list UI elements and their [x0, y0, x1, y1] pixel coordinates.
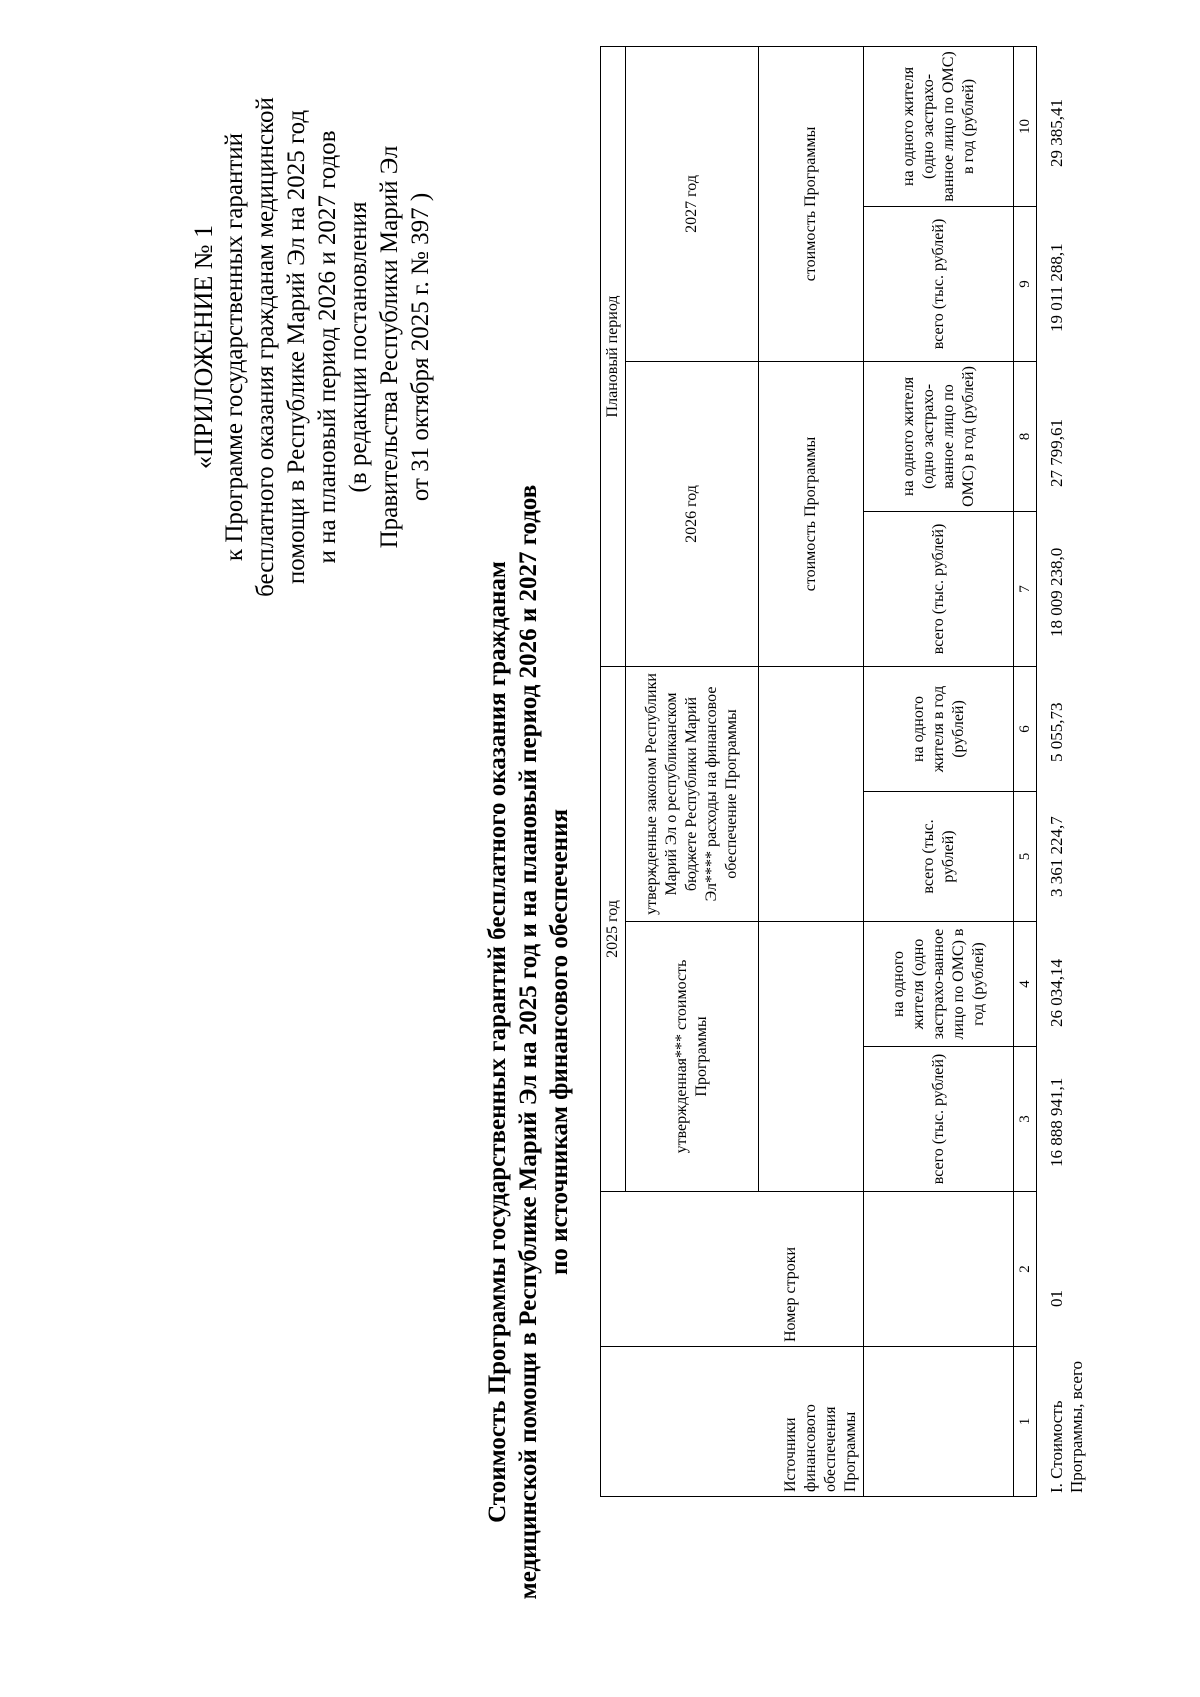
col-number: 7: [1014, 511, 1037, 666]
appendix-line: (в редакции постановления: [345, 201, 372, 493]
appendix-header: [188, 87, 436, 607]
appendix-line: помощи в Республике Марий Эл на 2025 год: [283, 109, 310, 585]
header-total-2027: всего (тыс. рублей): [864, 206, 1014, 361]
header-source-cont: [864, 1347, 1014, 1497]
row-value-5: 3 361 224,7: [1047, 816, 1066, 897]
title-line: Стоимость Программы государственных гарантий бесплатного оказания гражданам: [484, 561, 511, 1523]
col-number: 9: [1014, 206, 1037, 361]
header-2026: 2026 год: [626, 361, 759, 666]
col-number: 2: [1014, 1192, 1037, 1347]
header-planned-period: Плановый период: [601, 46, 626, 666]
col-number: 8: [1014, 361, 1037, 511]
header-program-cost-2026: стоимость Программы: [759, 361, 864, 666]
col-number: 1: [1014, 1347, 1037, 1497]
header-per-resident-2025: на одного жителя (одно застрахо-ванное лицо по ОМС) в год (рублей): [864, 922, 1014, 1047]
row-value-7: 18 009 238,0: [1047, 547, 1066, 637]
appendix-line: бесплатного оказания гражданам медицинской: [252, 97, 279, 597]
header-approved-law-sub: [759, 666, 864, 921]
header-approved-cost: утвержденная*** стоимость Программы: [626, 922, 759, 1192]
header-total-2025: всего (тыс. рублей): [864, 1047, 1014, 1192]
row-number: 01: [1047, 1290, 1066, 1307]
appendix-line: от 31 октября 2025 г. № 397 ): [407, 192, 434, 502]
header-per-resident-law: на одного жителя в год (рублей): [864, 666, 1014, 791]
header-total-law: всего (тыс. рублей): [864, 792, 1014, 922]
col-number: 6: [1014, 666, 1037, 791]
row-value-6: 5 055,73: [1047, 702, 1066, 762]
cost-table: [600, 46, 1037, 1497]
row-value-3: 16 888 941,1: [1047, 1077, 1066, 1167]
row-value-10: 29 385,41: [1047, 99, 1066, 167]
header-approved-cost-sub: [759, 922, 864, 1192]
row-value-9: 19 011 288,1: [1047, 243, 1066, 332]
header-approved-law: утвержденные законом Республики Марий Эл о республиканском бюджете Республики Марий Эл**** расходы на финансовое обеспечение Программы: [626, 666, 759, 921]
header-2027: 2027 год: [626, 46, 759, 361]
appendix-line: и на плановый период 2026 и 2027 годов: [314, 130, 341, 564]
header-2025: 2025 год: [601, 666, 626, 1191]
appendix-line: к Программе государственных гарантий: [221, 132, 248, 562]
col-number: 3: [1014, 1047, 1037, 1192]
col-number: 4: [1014, 922, 1037, 1047]
row-value-4: 26 034,14: [1047, 959, 1066, 1027]
header-row-number: Номер строки: [601, 1192, 864, 1347]
row-value-8: 27 799,61: [1047, 419, 1066, 487]
header-rownum-cont: [864, 1192, 1014, 1347]
title-line: по источникам финансового обеспечения: [546, 808, 573, 1276]
col-number: 10: [1014, 46, 1037, 206]
row-source: I. Стоимость Программы, всего: [1047, 1360, 1086, 1493]
appendix-line: Правительства Республики Марий Эл: [376, 145, 403, 549]
col-number: 5: [1014, 792, 1037, 922]
header-per-resident-2027: на одного жителя (одно застрахо-ванное лицо по ОМС) в год (рублей): [864, 46, 1014, 206]
header-source: Источники финансового обеспечения Программы: [601, 1347, 864, 1497]
header-per-resident-2026: на одного жителя (одно застрахо-ванное лицо по ОМС) в год (рублей): [864, 361, 1014, 511]
header-total-2026: всего (тыс. рублей): [864, 511, 1014, 666]
document-title: [482, 447, 575, 1637]
appendix-title: «ПРИЛОЖЕНИЕ № 1: [189, 224, 218, 470]
title-line: медицинской помощи в Республике Марий Эл на 2025 год и на плановый период 2026 и 2027 годов: [515, 484, 542, 1600]
header-program-cost-2027: стоимость Программы: [759, 46, 864, 361]
